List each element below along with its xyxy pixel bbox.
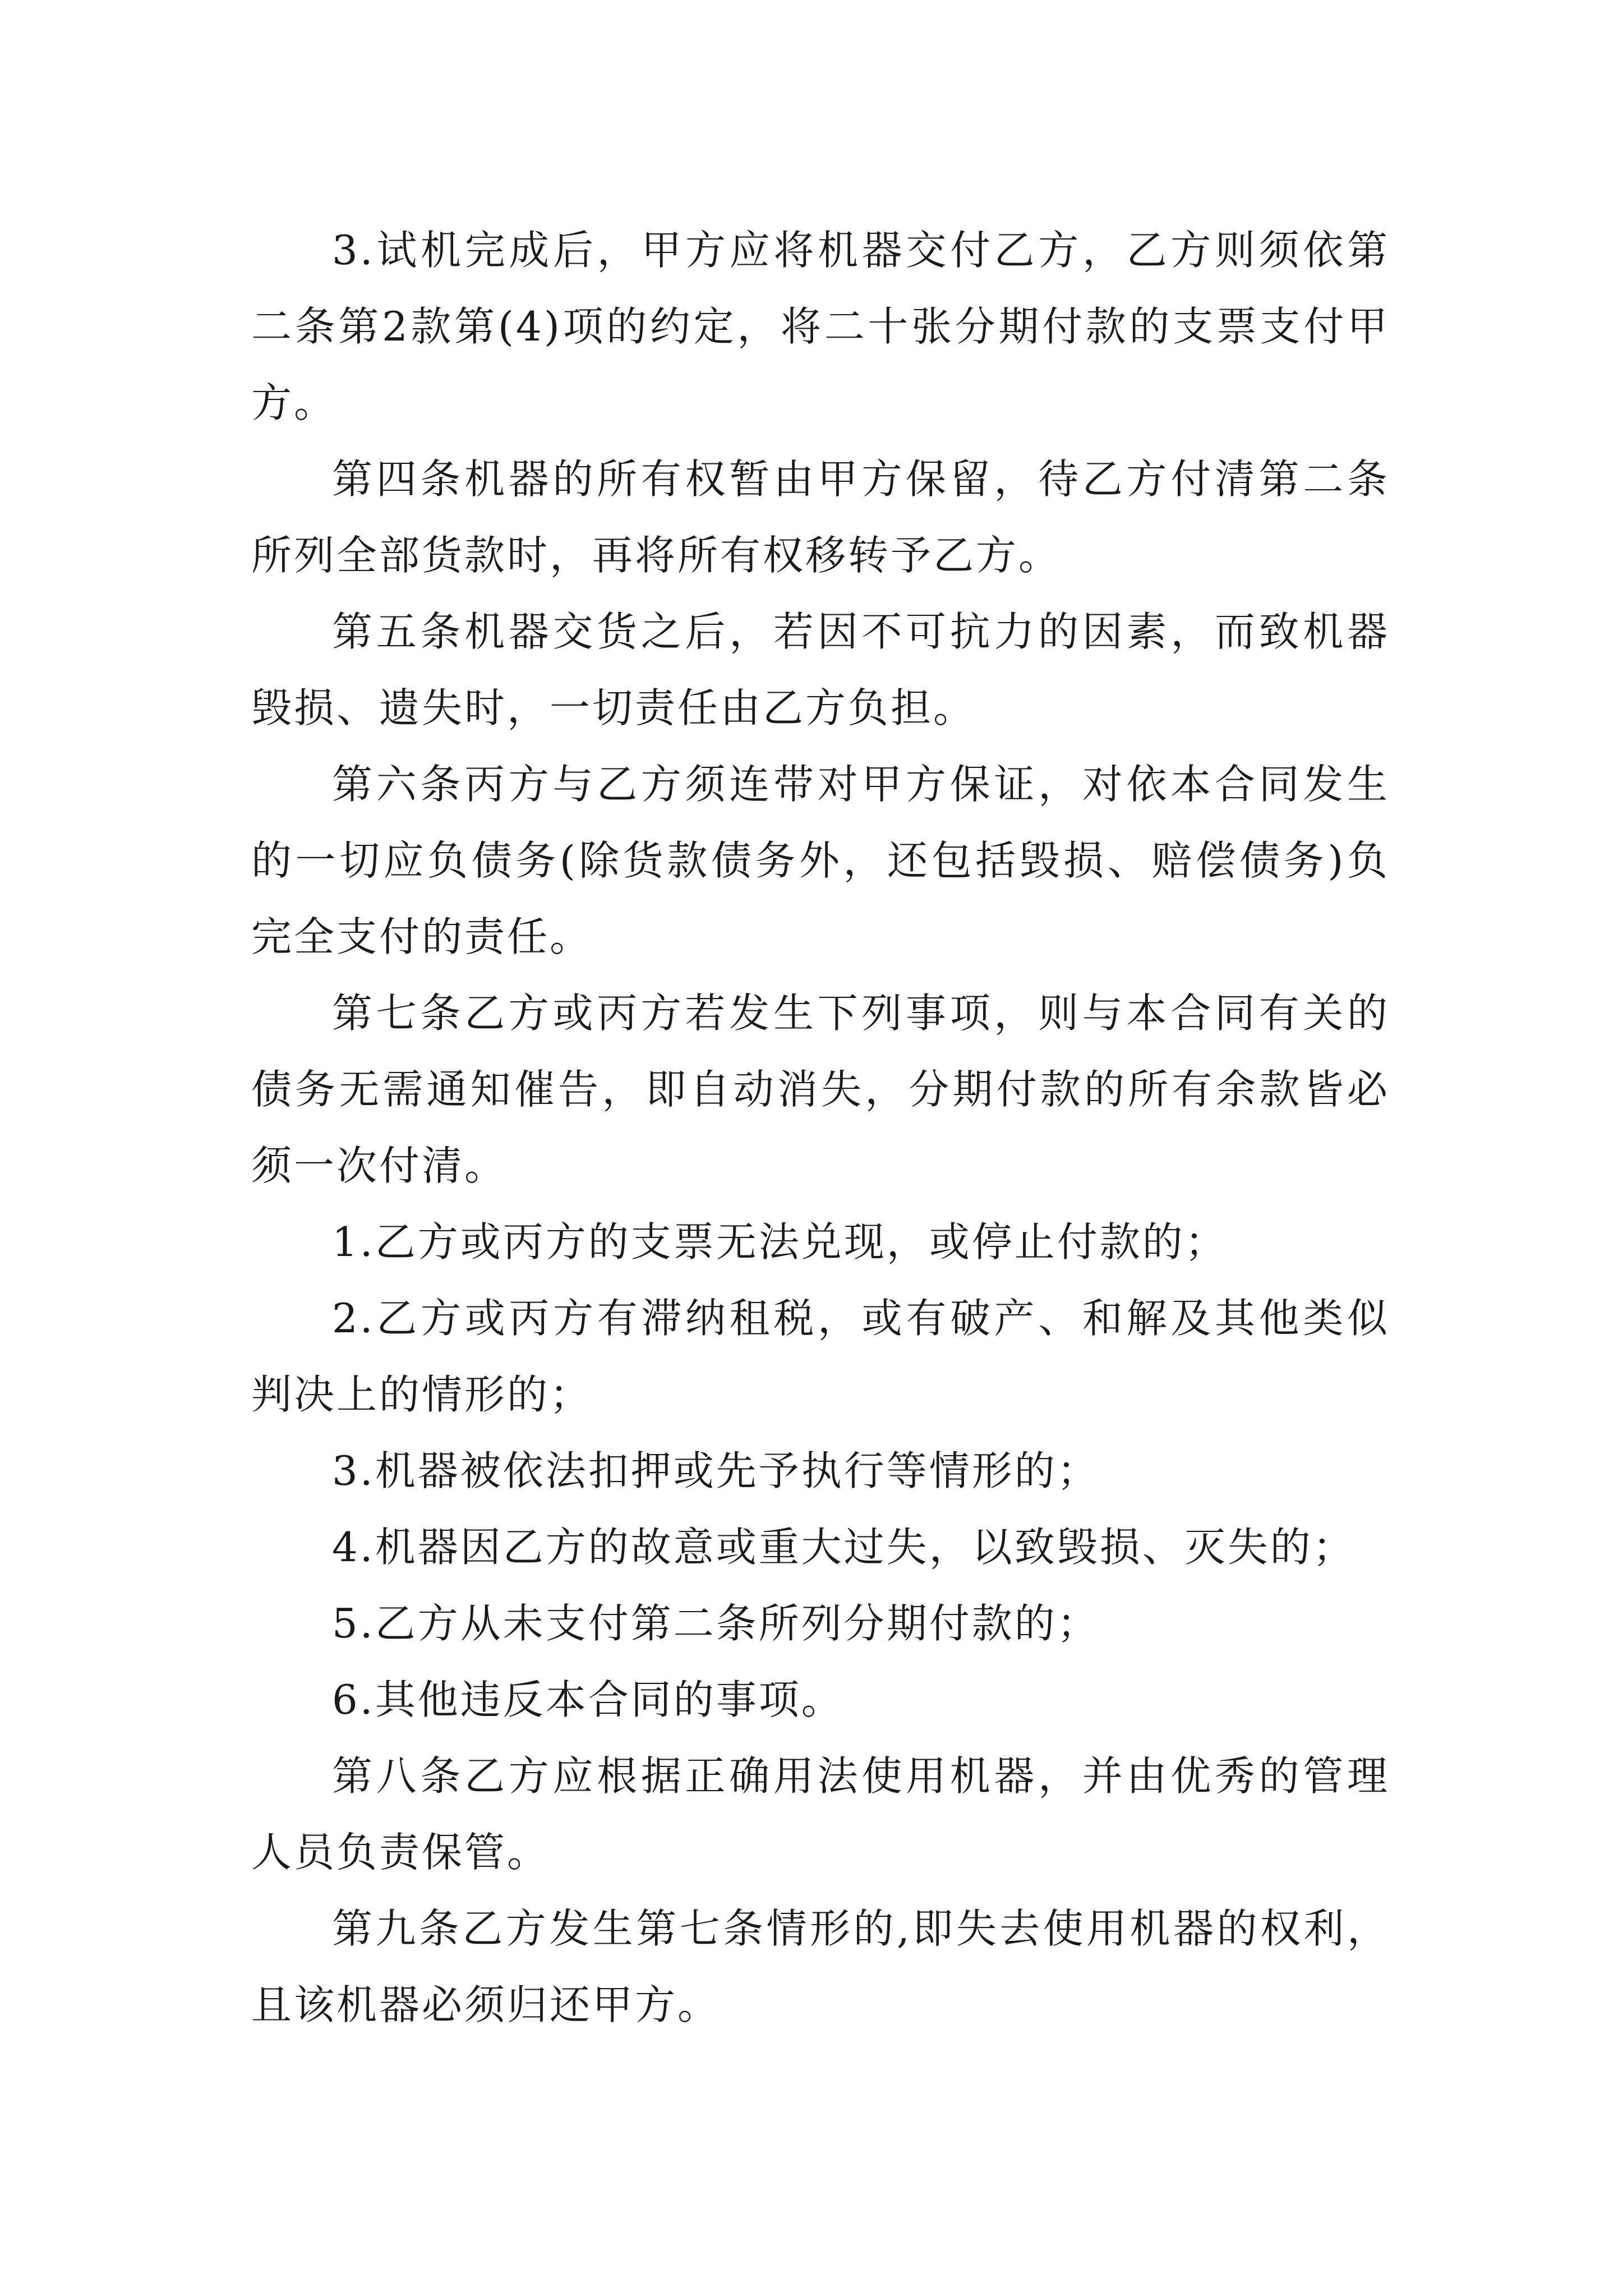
- document-page: [251, 212, 1390, 2043]
- list-item-7-6: 6.其他违反本合同的事项。: [332, 1676, 844, 1723]
- list-item-7-4: 4.机器因乙方的故意或重大过失，以致毁损、灭失的；: [332, 1524, 1355, 1571]
- paragraph-article-8: 第八条乙方应根据正确用法使用机器，并由优秀的管理人员负责保管。: [251, 1752, 1390, 1876]
- paragraph-article-7: 第七条乙方或丙方若发生下列事项，则与本合同有关的债务无需通知催告，即自动消失，分期付款的所有余款皆必须一次付清。: [251, 990, 1390, 1189]
- paragraph-article-9: 第九条乙方发生第七条情形的,即失去使用机器的权利，且该机器必须归还甲方。: [251, 1905, 1390, 2028]
- list-item-7-1: 1.乙方或丙方的支票无法兑现，或停止付款的；: [332, 1218, 1228, 1266]
- paragraph-article-6: 第六条丙方与乙方须连带对甲方保证，对依本合同发生的一切应负债务(除货款债务外，还包括毁损、赔偿债务)负完全支付的责任。: [251, 761, 1390, 960]
- list-item-7-2: 2.乙方或丙方有滞纳租税，或有破产、和解及其他类似判决上的情形的；: [251, 1295, 1390, 1418]
- paragraph-article-4: 第四条机器的所有权暂由甲方保留，待乙方付清第二条所列全部货款时，再将所有权移转予乙方。: [251, 455, 1390, 579]
- paragraph-article-5: 第五条机器交货之后，若因不可抗力的因素，而致机器毁损、遗失时，一切责任由乙方负担。: [251, 608, 1390, 731]
- list-item-7-5: 5.乙方从未支付第二条所列分期付款的；: [332, 1600, 1100, 1647]
- paragraph-clause-3-3: 3.试机完成后，甲方应将机器交付乙方，乙方则须依第二条第2款第(4)项的约定，将二十张分期付款的支票支付甲方。: [251, 227, 1390, 426]
- list-item-7-3: 3.机器被依法扣押或先予执行等情形的；: [332, 1447, 1100, 1494]
